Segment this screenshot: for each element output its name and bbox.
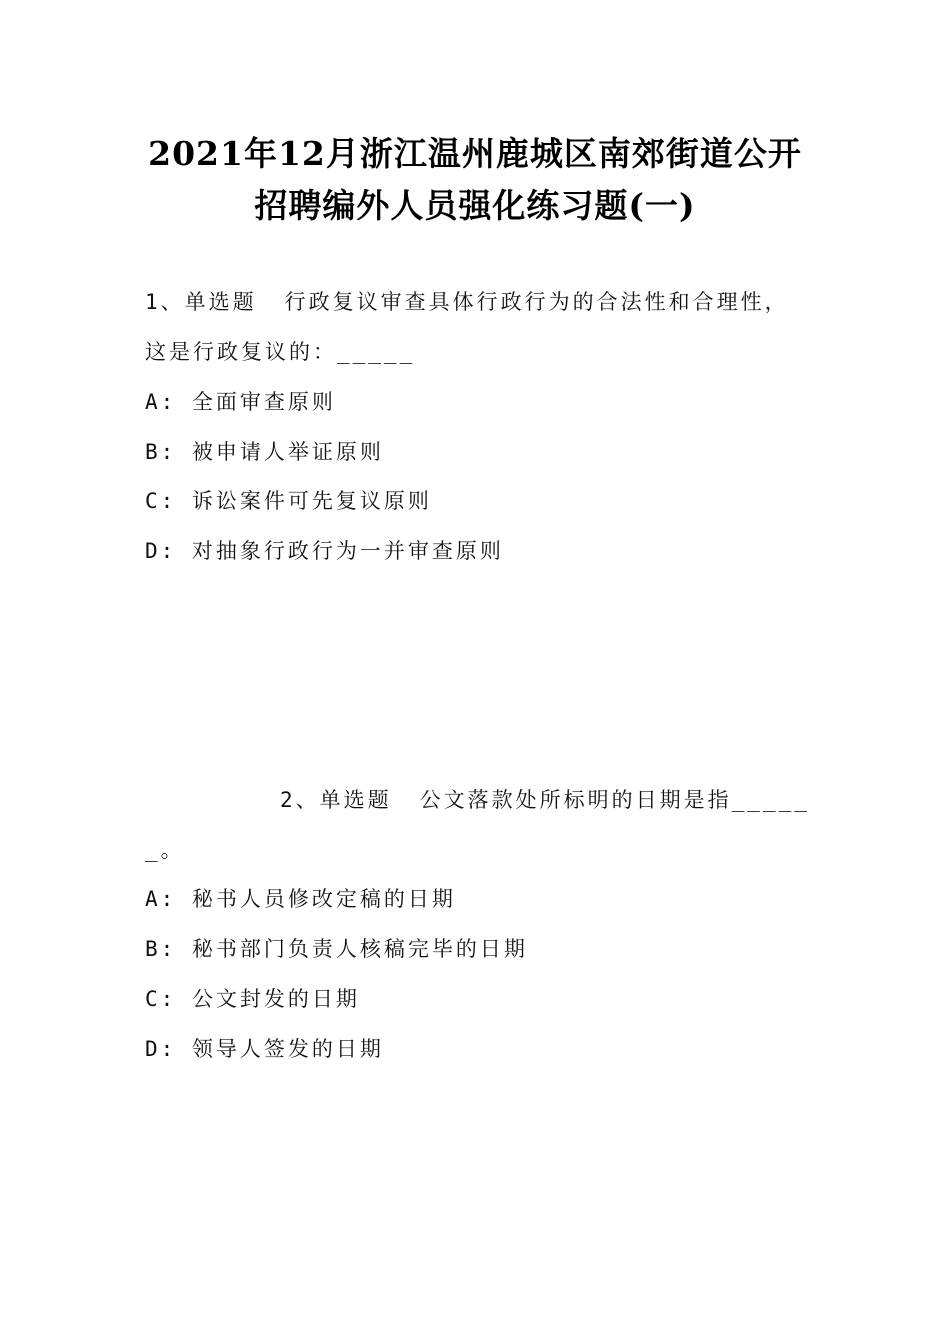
page-title-line-2: 招聘编外人员强化练习题(一) <box>254 186 696 225</box>
question-1-option-a: A: 全面审查原则 <box>145 390 336 414</box>
page-title-line-1: 2021年12月浙江温州鹿城区南郊街道公开 <box>148 134 802 173</box>
question-2-stem-line-2: _。 <box>145 838 185 862</box>
question-2-option-b: B: 秘书部门负责人核稿完毕的日期 <box>145 937 528 961</box>
question-1-option-d: D: 对抽象行政行为一并审查原则 <box>145 539 504 563</box>
question-1-stem-line-2: 这是行政复议的：_____ <box>145 340 416 364</box>
question-2-stem-line-1 <box>280 786 810 814</box>
question-2-option-a: A: 秘书人员修改定稿的日期 <box>145 887 456 911</box>
question-1-option-c: C: 诉讼案件可先复议原则 <box>145 489 432 513</box>
question-1-option-b: B: 被申请人举证原则 <box>145 440 384 464</box>
question-2-option-d: D: 领导人签发的日期 <box>145 1037 384 1061</box>
question-2-option-c: C: 公文封发的日期 <box>145 987 360 1011</box>
question-1-stem-line-1 <box>145 288 789 316</box>
question-1-label: 1、单选题 <box>145 290 257 314</box>
question-1-stem: 行政复议审查具体行政行为的合法性和合理性， <box>284 290 789 314</box>
question-2-label: 2、单选题 <box>280 788 392 812</box>
question-2-stem: 公文落款处所标明的日期是指_____ <box>419 788 810 812</box>
